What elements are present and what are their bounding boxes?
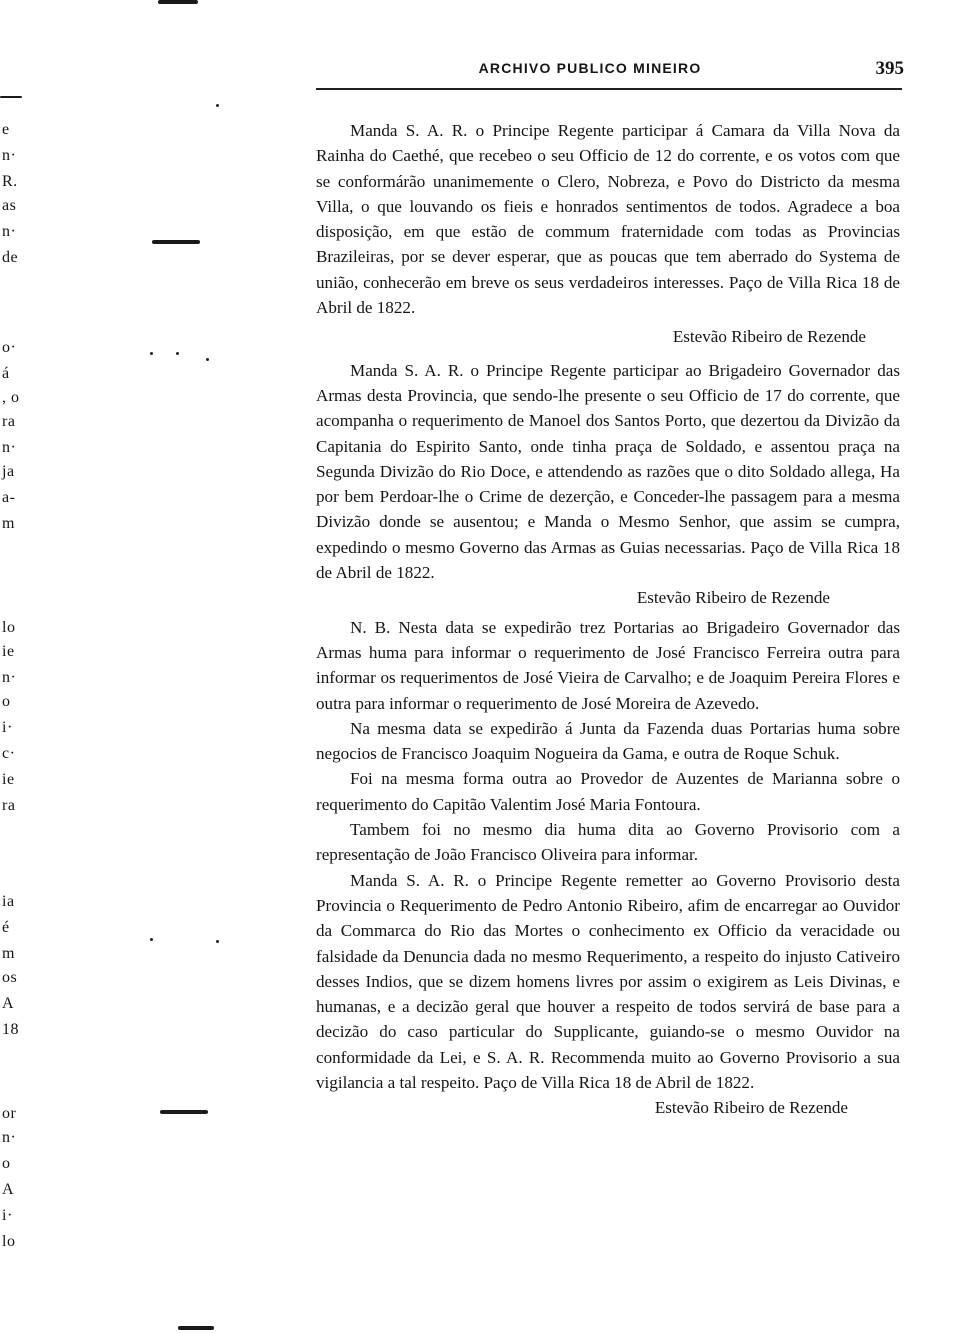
gutter-speck — [216, 104, 219, 107]
gutter-mark — [152, 240, 200, 244]
gutter-speck — [150, 938, 153, 941]
margin-fragment: lo — [2, 1233, 16, 1250]
margin-fragment: o — [2, 1155, 11, 1172]
paragraph: Manda S. A. R. o Principe Regente remetter ao Governo Provisorio desta Provincia o Requerimento de Pedro Antonio Ribeiro, afim de encarregar ao Ouvidor da Commarca do Rio das Mortes o conhecimento ex Officio da veracidade ou falsidade da Denuncia dada no mesmo Requerimento, a respeito do injusto Cativeiro desses Indios, que se dizem homens livres por assim o exigirem as Leis Divinas, e humanas, e a decizão geral que houver a respeito de todos servirá de base para a decizão do caso particular do Supplicante, guiando-se o mesmo Ouvidor na conformidade da Lei, e S. A. R. Recommenda muito ao Governo Provisorio a sua vigilancia a tal respeito. Paço de Villa Rica 18 de Abril de 1822. — [316, 870, 900, 1092]
document-body — [316, 118, 900, 1121]
margin-fragment: o· — [2, 339, 17, 356]
margin-fragment: ja — [2, 463, 15, 480]
running-header — [316, 58, 904, 82]
margin-fragment: R. — [2, 173, 18, 190]
margin-fragment: de — [2, 249, 19, 266]
margin-fragment: ie — [2, 643, 15, 660]
margin-mark — [0, 96, 22, 98]
margin-fragment: as — [2, 197, 17, 214]
paragraph: Manda S. A. R. o Principe Regente participar á Camara da Villa Nova da Rainha do Caethé, que recebeo o seu Officio de 12 do corrente, e os votos com que se conformárão unanimemente o Clero, Nobreza, e Povo do Districto da mesma Villa, o que louvando os fieis e honrados sentimentos de todos. Agradece a boa disposição, em que estão de commum fraternidade com todas as Provincias Brazileiras, por se dever esperar, que as poucas que tem aberrado do Systema de união, conhecerão em breve os seus verdadeiros interesses. Paço de Villa Rica 18 de Abril de 1822. — [316, 121, 900, 318]
margin-fragment: n· — [2, 669, 17, 686]
paragraph: Manda S. A. R. o Principe Regente participar ao Brigadeiro Governador das Armas desta Provincia, que sendo-lhe presente o seu Officio de 17 do corrente, que acompanha o requerimento de Manoel dos Santos Porto, que dezertou da Divizão da Capitania do Espirito Santo, onde tinha praça de Soldado, e assentou praça na Segunda Divizão do Rio Doce, e attendendo as razões que o dito Soldado allega, Ha por bem Perdoar-lhe o Crime de dezerção, e Conceder-lhe passagem para a mesma Divizão donde se ausentou; e Manda o Mesmo Senhor, que assim se cumpra, expedindo o mesmo Governo das Armas as Guias necessarias. Paço de Villa Rica 18 de Abril de 1822. — [316, 360, 900, 583]
margin-fragment: , o — [2, 389, 20, 406]
page-number: 395 — [875, 58, 904, 79]
paragraph: N. B. Nesta data se expedirão trez Portarias ao Brigadeiro Governador das Armas huma para informar o requerimento de José Francisco Ferreira outra para informar os requerimentos de José Vieira de Carvalho; e de Joaquim Pereira Flores e outra para informar o requerimento de José Moreira de Azevedo. — [316, 617, 900, 713]
gutter-speck — [150, 352, 153, 355]
margin-fragment: m — [2, 945, 15, 962]
margin-fragment: n· — [2, 223, 17, 240]
margin-fragment: n· — [2, 147, 17, 164]
margin-fragment: lo — [2, 619, 16, 636]
signature: Estevão Ribeiro de Rezende — [654, 1098, 848, 1118]
margin-fragment: a- — [2, 489, 16, 506]
margin-fragment: e — [2, 121, 10, 138]
signature: Estevão Ribeiro de Rezende — [672, 327, 866, 347]
margin-fragment: A — [2, 995, 15, 1012]
gutter-speck — [206, 358, 209, 361]
margin-fragment: ie — [2, 771, 15, 788]
margin-fragment: os — [2, 969, 18, 986]
margin-fragment: or — [2, 1105, 17, 1122]
paragraph: Na mesma data se expedirão á Junta da Fazenda duas Portarias huma sobre negocios de Francisco Joaquim Nogueira da Gama, e outra de Roque Schuk. — [316, 718, 900, 764]
margin-fragment: é — [2, 919, 10, 936]
gutter-speck — [176, 352, 179, 355]
margin-fragment: i· — [2, 1207, 13, 1224]
paragraph: Foi na mesma forma outra ao Provedor de Auzentes de Marianna sobre o requerimento do Capitão Valentim José Maria Fontoura. — [316, 769, 900, 814]
margin-fragment: n· — [2, 1129, 17, 1146]
gutter-mark — [158, 0, 198, 4]
gutter-mark — [160, 1110, 208, 1114]
paragraph: Tambem foi no mesmo dia huma dita ao Governo Provisorio com a representação de João Francisco Oliveira para informar. — [316, 820, 900, 865]
margin-fragment: ia — [2, 893, 15, 910]
signature: Estevão Ribeiro de Rezende — [636, 588, 830, 608]
margin-fragment: A — [2, 1181, 15, 1198]
header-rule — [316, 88, 902, 90]
margin-fragment: c· — [2, 745, 16, 762]
gutter-mark — [178, 1326, 214, 1330]
left-margin-fragments — [0, 0, 32, 1333]
margin-fragment: i· — [2, 719, 13, 736]
margin-fragment: o — [2, 693, 11, 710]
margin-fragment: ra — [2, 413, 16, 430]
gutter-speck — [216, 940, 219, 943]
page-header-title: ARCHIVO PUBLICO MINEIRO — [478, 60, 702, 76]
margin-fragment: n· — [2, 439, 17, 456]
margin-fragment: á — [2, 365, 10, 382]
margin-fragment: ra — [2, 797, 16, 814]
margin-fragment: m — [2, 515, 15, 532]
margin-fragment: 18 — [2, 1021, 19, 1038]
